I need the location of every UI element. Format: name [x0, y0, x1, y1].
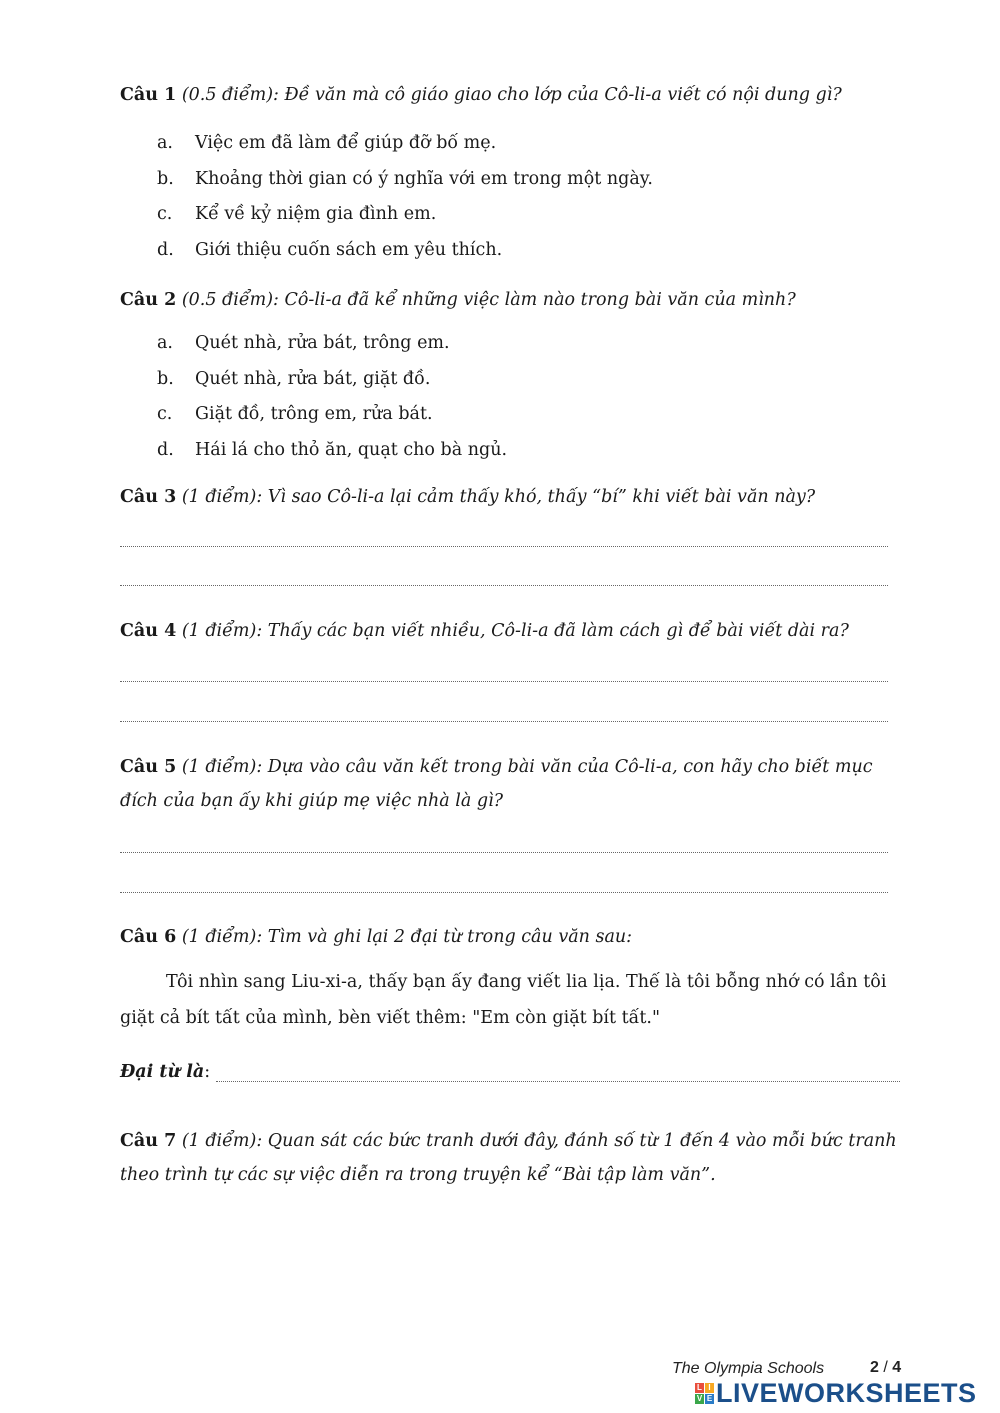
logo-mark-letter: I — [705, 1383, 714, 1393]
page-total: 4 — [892, 1359, 902, 1376]
option-key: d. — [157, 439, 174, 460]
answer-line[interactable] — [120, 681, 888, 682]
option-d[interactable] — [157, 235, 897, 271]
question-label: Câu 1 — [120, 85, 177, 105]
answer-label: Đại từ là — [120, 1062, 205, 1082]
question-text-score: (1 điểm — [176, 1131, 250, 1151]
liveworksheets-logo — [695, 1378, 977, 1409]
question-2 — [120, 283, 910, 317]
option-key: a. — [157, 333, 173, 353]
option-text: Giới thiệu cuốn sách em yêu thích. — [195, 239, 503, 260]
question-text: (1 điểm): Thấy các bạn viết nhiều, Cô-li-a đã làm cách gì để bài viết dài ra? — [176, 621, 849, 641]
option-text: Việc em đã làm để giúp đỡ bố mẹ. — [195, 133, 497, 153]
answer-line[interactable] — [120, 852, 888, 853]
option-key: c. — [157, 204, 173, 224]
question-label: Câu 5 — [120, 757, 177, 777]
question-text: ): Quan sát các bức tranh dưới đây, đánh số từ 1 đến 4 vào mỗi bức tranh theo trình tự các sự việc diễn ra trong truyện kể “Bài tập làm văn”. — [120, 1131, 897, 1185]
answer-line[interactable] — [120, 585, 888, 586]
option-text: Kể về kỷ niệm gia đình em. — [195, 204, 437, 224]
question-3 — [120, 480, 910, 514]
answer-colon: : — [204, 1062, 211, 1082]
page-separator: / — [878, 1359, 893, 1376]
logo-mark-letter: E — [706, 1394, 713, 1403]
option-c[interactable] — [157, 199, 897, 235]
option-text: Khoảng thời gian có ý nghĩa với em trong một ngày. — [195, 168, 653, 189]
option-b[interactable] — [157, 364, 897, 400]
logo-mark-letter: L — [695, 1383, 704, 1393]
question-label: Câu 4 — [120, 621, 177, 641]
option-a[interactable] — [157, 128, 897, 164]
question-1-options — [157, 128, 897, 270]
page-number — [870, 1359, 901, 1377]
question-label: Câu 3 — [120, 487, 177, 507]
question-text: (1 điểm): Tìm và ghi lại 2 đại từ trong câu văn sau: — [176, 927, 633, 947]
option-key: c. — [157, 404, 173, 424]
option-c[interactable] — [157, 399, 897, 435]
option-d[interactable] — [157, 435, 897, 471]
logo-mark-letter: V — [696, 1394, 703, 1403]
option-text: Quét nhà, rửa bát, trông em. — [195, 333, 450, 353]
question-label: Câu 6 — [120, 927, 177, 947]
question-4 — [120, 614, 910, 648]
question-6 — [120, 920, 910, 954]
option-key: a. — [157, 133, 173, 153]
option-key: b. — [157, 368, 174, 389]
answer-line[interactable] — [120, 721, 888, 722]
option-text: Giặt đồ, trông em, rửa bát. — [195, 404, 433, 424]
logo-text: LIVEWORKSHEETS — [716, 1378, 977, 1408]
question-text: (1 điểm): Vì sao Cô-li-a lại cảm thấy khó, thấy “bí” khi viết bài văn này? — [176, 487, 816, 507]
option-text: Hái lá cho thỏ ăn, quạt cho bà ngủ. — [195, 439, 508, 460]
option-b[interactable] — [157, 164, 897, 200]
question-label: Câu 7 — [120, 1131, 177, 1151]
question-text: (0.5 điểm): Cô-li-a đã kể những việc làm nào trong bài văn của mình? — [176, 290, 796, 310]
school-name: The Olympia Schools — [672, 1360, 825, 1377]
question-text: (1 điểm): Dựa vào câu văn kết trong bài văn của Cô-li-a, con hãy cho biết mục đích của bạn ấy khi giúp mẹ việc nhà là gì? — [120, 757, 873, 811]
option-text: Quét nhà, rửa bát, giặt đồ. — [195, 368, 431, 389]
question-7 — [120, 1124, 910, 1192]
answer-line[interactable] — [120, 892, 888, 893]
logo-mark-icon — [695, 1383, 714, 1404]
answer-line[interactable] — [216, 1063, 900, 1082]
question-5 — [120, 750, 910, 818]
question-label: Câu 2 — [120, 290, 177, 310]
pronoun-answer-row — [120, 1062, 900, 1082]
question-1 — [120, 78, 910, 112]
question-text: (0.5 điểm): Đề văn mà cô giáo giao cho lớp của Cô-li-a viết có nội dung gì? — [176, 85, 842, 105]
quoted-passage: Tôi nhìn sang Liu-xi-a, thấy bạn ấy đang viết lia lịa. Thế là tôi bỗng nhớ có lần tôi giặt cả bít tất của mình, bèn viết thêm: "Em còn giặt bít tất." — [120, 972, 887, 1028]
answer-line[interactable] — [120, 546, 888, 547]
question-2-options — [157, 328, 897, 470]
page-current: 2 — [870, 1359, 879, 1376]
option-key: b. — [157, 168, 174, 189]
option-a[interactable] — [157, 328, 897, 364]
option-key: d. — [157, 239, 174, 260]
